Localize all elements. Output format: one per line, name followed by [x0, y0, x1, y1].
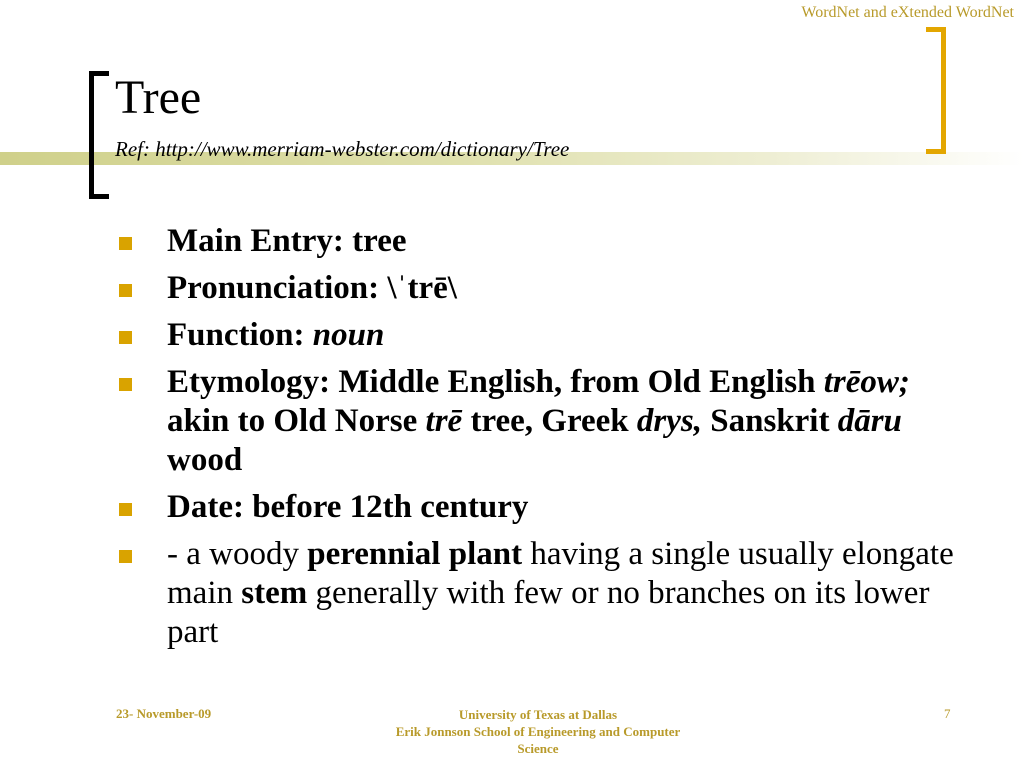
- list-item: [115, 535, 975, 652]
- list-item: [115, 269, 975, 308]
- slide-title: Tree: [115, 71, 202, 124]
- footer-institution: [382, 706, 694, 757]
- etymology-text: akin to Old Norse: [167, 403, 426, 439]
- square-bullet-icon: [119, 331, 132, 344]
- square-bullet-icon: [119, 550, 132, 563]
- left-bracket-decoration: [89, 71, 109, 199]
- header-caption: WordNet and eXtended WordNet: [801, 4, 1014, 21]
- function-value: noun: [312, 317, 385, 353]
- footer-date: 23- November-09: [116, 706, 212, 721]
- footer-university: University of Texas at Dallas: [458, 707, 618, 722]
- right-bracket-decoration: [926, 27, 946, 154]
- etymology-text: wood: [167, 442, 243, 478]
- etymology-term: trēow;: [823, 364, 910, 400]
- etymology-term: dāru: [837, 403, 902, 439]
- etymology-text: tree, Greek: [462, 403, 637, 439]
- etymology-text: Sanskrit: [702, 403, 838, 439]
- definition-text: having a single usually elongate main: [167, 536, 954, 611]
- definition-keyword: stem: [241, 575, 308, 611]
- etymology-term: drys,: [636, 403, 702, 439]
- list-item: [115, 488, 975, 527]
- square-bullet-icon: [119, 503, 132, 516]
- function-label: Function:: [167, 317, 313, 353]
- main-entry-text: Main Entry: tree: [167, 223, 407, 259]
- reference-link[interactable]: Ref: http://www.merriam-webster.com/dictionary/Tree: [115, 137, 570, 161]
- footer-school: Erik Jonnson School of Engineering and Computer Science: [395, 724, 681, 756]
- pronunciation-text: Pronunciation: \ˈtrē\: [167, 270, 457, 306]
- definition-keyword: perennial plant: [307, 536, 523, 572]
- page-number: 7: [944, 706, 951, 721]
- etymology-text: Etymology: Middle English, from Old English: [167, 364, 824, 400]
- definition-text: generally with few or no branches on its lower part: [167, 575, 930, 650]
- square-bullet-icon: [119, 284, 132, 297]
- list-item: [115, 222, 975, 261]
- square-bullet-icon: [119, 237, 132, 250]
- list-item: [115, 316, 975, 355]
- definition-text: - a woody: [167, 536, 308, 572]
- square-bullet-icon: [119, 378, 132, 391]
- etymology-term: trē: [425, 403, 463, 439]
- date-text: Date: before 12th century: [167, 489, 529, 525]
- list-item: [115, 363, 975, 480]
- bullet-list: [115, 222, 975, 660]
